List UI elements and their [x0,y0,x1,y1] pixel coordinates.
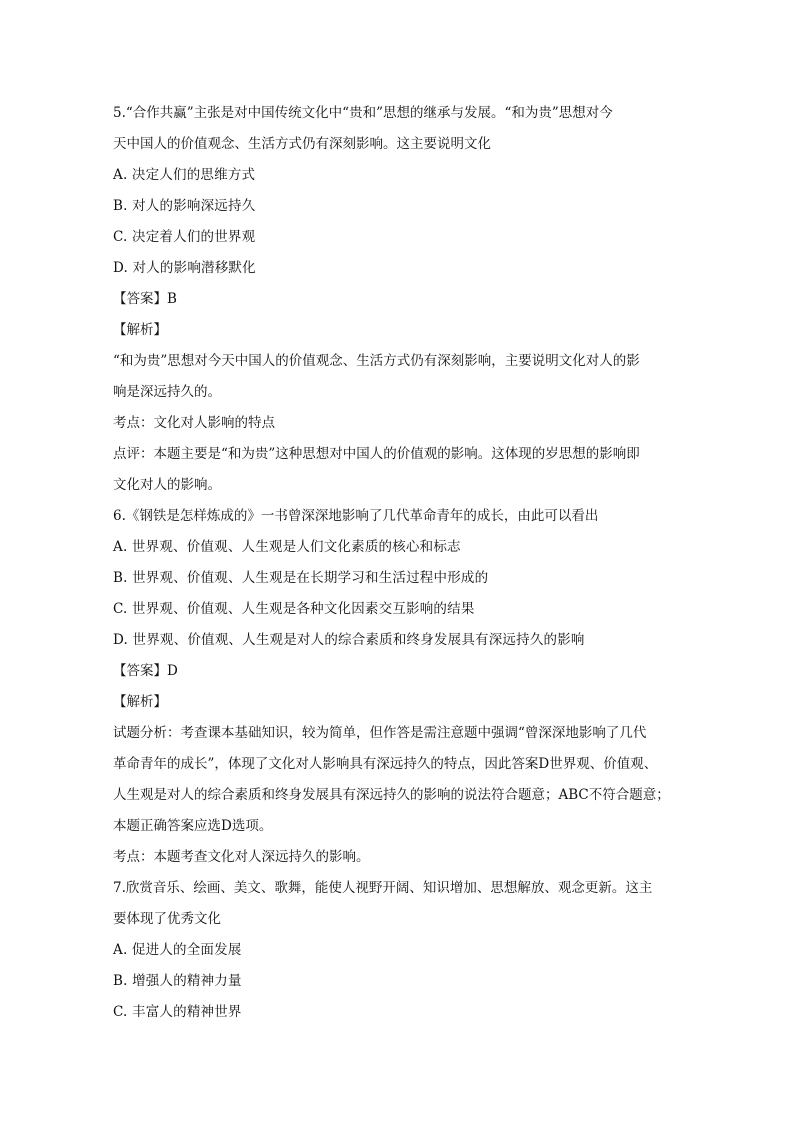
question-6-option-a: A. 世界观、价值观、人生观是人们文化素质的核心和标志 [113,539,461,555]
question-6-option-b: B. 世界观、价值观、人生观是在长期学习和生活过程中形成的 [113,570,489,586]
question-6-analysis-line-4: 本题正确答案应选D选项。 [113,818,273,834]
question-5-analysis-heading: 【解析】 [113,322,167,338]
question-5-option-d: D. 对人的影响潜移默化 [113,260,256,276]
question-6-option-d: D. 世界观、价值观、人生观是对人的综合素质和终身发展具有深远持久的影响 [113,632,585,648]
question-5-option-a: A. 决定人们的思维方式 [113,167,256,183]
question-7-stem-line-2: 要体现了优秀文化 [113,911,221,927]
question-6-option-c: C. 世界观、价值观、人生观是各种文化因素交互影响的结果 [113,601,475,617]
question-6-stem: 6.《钢铁是怎样炼成的》一书曾深深地影响了几代革命青年的成长，由此可以看出 [113,508,599,524]
question-7-stem-line-1: 7.欣赏音乐、绘画、美文、歌舞，能使人视野开阔、知识增加、思想解放、观念更新。这主 [113,880,653,896]
question-6-answer: 【答案】D [113,663,178,679]
document-page [113,98,693,1028]
question-7-option-c: C. 丰富人的精神世界 [113,1004,242,1020]
question-6-analysis-heading: 【解析】 [113,694,167,710]
question-5-stem-line-2: 天中国人的价值观念、生活方式仍有深刻影响。这主要说明文化 [113,136,491,152]
question-5-analysis-line-1: “和为贵”思想对今天中国人的价值观念、生活方式仍有深刻影响，主要说明文化对人的影 [113,353,640,369]
question-5-kaodian: 考点：文化对人影响的特点 [113,415,275,431]
question-6-analysis-line-1: 试题分析：考查课本基础知识，较为简单，但作答是需注意题中强调“曾深深地影响了几代 [113,725,647,741]
question-5-option-c: C. 决定着人们的世界观 [113,229,256,245]
question-7-option-b: B. 增强人的精神力量 [113,973,242,989]
question-5-dianping-line-1: 点评：本题主要是“和为贵”这种思想对中国人的价值观的影响。这体现的岁思想的影响即 [113,446,640,462]
question-5-analysis-line-2: 响是深远持久的。 [113,384,221,400]
question-5-answer: 【答案】B [113,291,177,307]
question-7-option-a: A. 促进人的全面发展 [113,942,242,958]
question-5-stem-line-1: 5.“合作共赢”主张是对中国传统文化中“贵和”思想的继承与发展。“和为贵”思想对今 [113,105,613,121]
question-6-analysis-line-2: 革命青年的成长”，体现了文化对人影响具有深远持久的特点，因此答案D世界观、价值观、 [113,756,658,772]
question-6-kaodian: 考点：本题考查文化对人深远持久的影响。 [113,849,370,865]
question-6-analysis-line-3: 人生观是对人的综合素质和终身发展具有深远持久的影响的说法符合题意；ABC不符合题意； [113,787,670,803]
question-5-dianping-line-2: 文化对人的影响。 [113,477,221,493]
question-5-option-b: B. 对人的影响深远持久 [113,198,256,214]
